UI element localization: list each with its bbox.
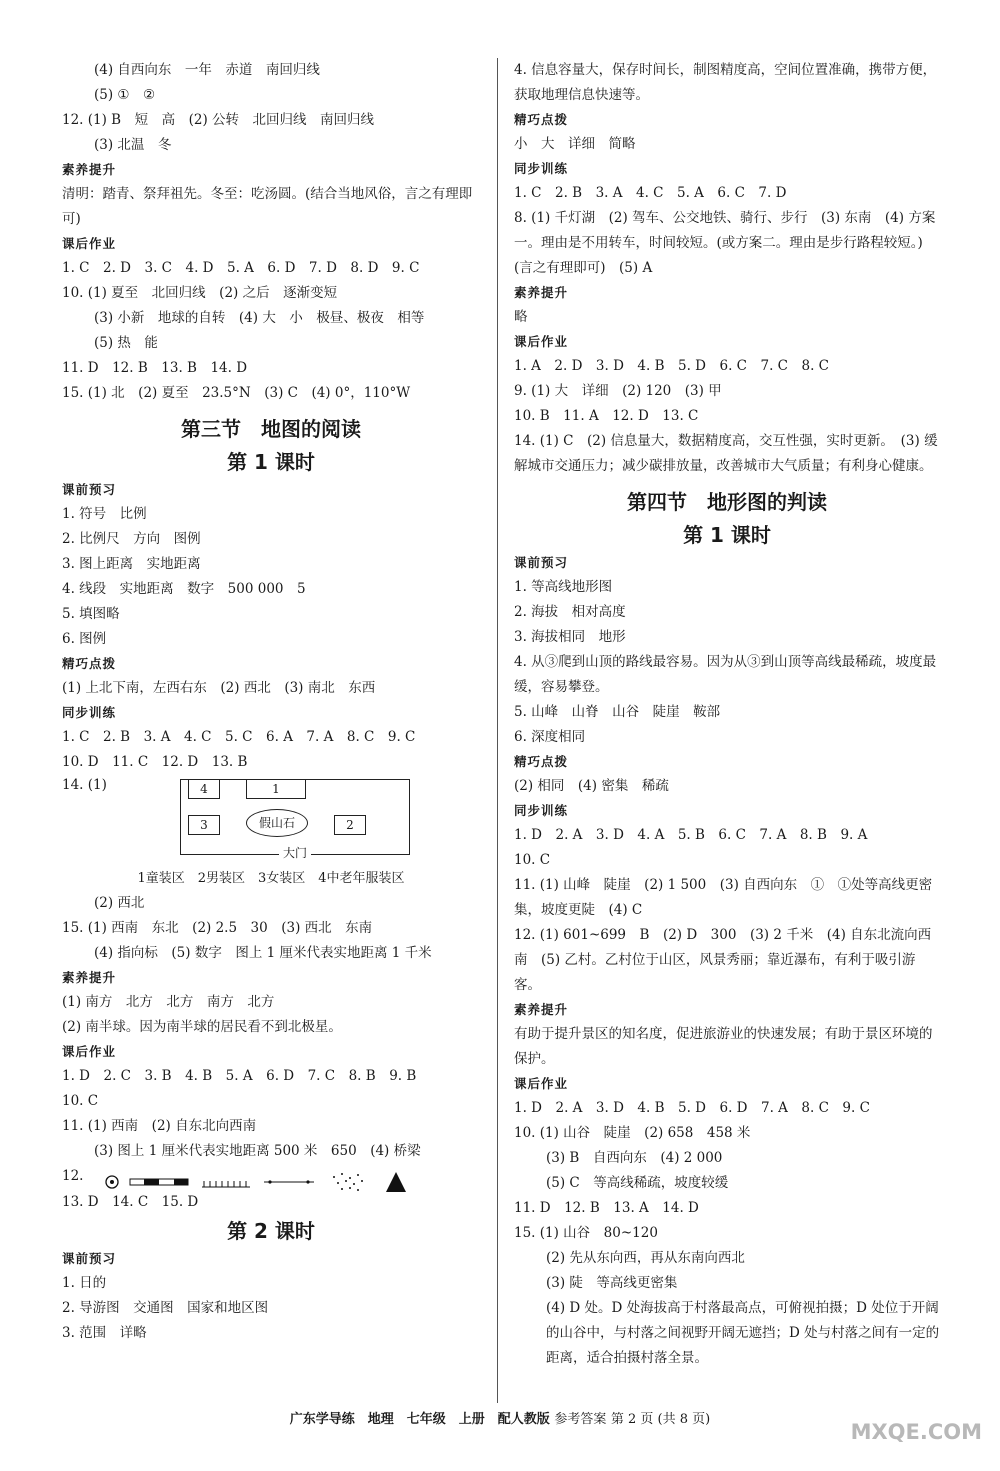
section-label: 课前预习	[62, 482, 117, 497]
column-divider	[497, 58, 498, 1403]
answer-line: 1. C 2. D 3. C 4. D 5. A 6. D 7. D 8. D 9. C	[62, 260, 420, 276]
section-title: 第四节 地形图的判读	[627, 490, 827, 514]
answer-line: 4. 线段 实地距离 数字 500 000 5	[62, 581, 306, 597]
question-number: 14. (1)	[62, 777, 107, 793]
map-symbols-row	[62, 1164, 480, 1190]
store-layout-diagram	[180, 779, 410, 859]
sand-symbol-icon	[333, 1173, 363, 1191]
section-label: 精巧点拨	[514, 754, 569, 769]
answer-line: 1. D 2. A 3. D 4. A 5. B 6. C 7. A 8. B 9. A	[514, 827, 868, 843]
answer-line: 15. (1) 山谷 80~120	[514, 1225, 658, 1241]
question-number: 12.	[62, 1168, 84, 1184]
section-label: 同步训练	[514, 161, 569, 176]
answer-line: (2) 南半球。因为南半球的居民看不到北极星。	[62, 1019, 342, 1035]
answer-line: (3) 陡 等高线更密集	[546, 1275, 678, 1291]
answer-line: (5) 热 能	[94, 335, 158, 351]
section-title: 第三节 地图的阅读	[181, 417, 361, 441]
answer-line: 1. D 2. A 3. D 4. B 5. D 6. D 7. A 8. C 9. C	[514, 1100, 870, 1116]
section-label: 课后作业	[62, 236, 117, 251]
footer-page: 第 2 页 (共 8 页)	[610, 1412, 711, 1427]
area-4: 4	[188, 779, 220, 799]
section-label: 课前预习	[514, 555, 569, 570]
area-1: 1	[246, 779, 306, 799]
section-label: 课后作业	[514, 1076, 569, 1091]
footer-answer: 参考答案	[554, 1412, 607, 1427]
answer-line: 11. (1) 西南 (2) 自东北向西南	[62, 1118, 257, 1134]
answer-line: (2) 先从东向西，再从东南向西北	[546, 1250, 745, 1266]
answer-line: 5. 山峰 山脊 山谷 陡崖 鞍部	[514, 704, 721, 720]
section-label: 素养提升	[514, 1002, 569, 1017]
answer-line: (5) ① ②	[94, 87, 156, 103]
answer-line: 10. (1) 山谷 陡崖 (2) 658 458 米	[514, 1125, 751, 1141]
section-label: 同步训练	[514, 803, 569, 818]
answer-line: (3) 图上 1 厘米代表实地距离 500 米 650 (4) 桥梁	[94, 1143, 421, 1159]
answer-line: (4) 自西向东 一年 赤道 南回归线	[94, 62, 320, 78]
answer-line: 1. A 2. D 3. D 4. B 5. D 6. C 7. C 8. C	[514, 358, 830, 374]
bridge-symbol-icon	[264, 1180, 314, 1183]
answer-line: 2. 比例尺 方向 图例	[62, 531, 201, 547]
answer-line: 3. 图上距离 实地距离	[62, 556, 201, 572]
answer-line: 1. C 2. B 3. A 4. C 5. C 6. A 7. A 8. C 9. C	[62, 729, 416, 745]
answer-line: 1. 等高线地形图	[514, 579, 613, 595]
answer-line: (4) D 处。D 处海拔高于村落最高点，可俯视拍摄；D 处位于开阔的山谷中，与村落之间视野开阔无遮挡；D 处与村落之间有一定的距离，适合拍摄村落全景。	[546, 1300, 940, 1366]
answer-line: 3. 范围 详略	[62, 1325, 147, 1341]
answer-line: (4) 指向标 (5) 数字 图上 1 厘米代表实地距离 1 千米	[94, 945, 432, 961]
answer-line: (3) B 自西向东 (4) 2 000	[546, 1150, 723, 1166]
answer-line: 2. 导游图 交通图 国家和地区图	[62, 1300, 269, 1316]
area-2: 2	[334, 815, 366, 835]
answer-line: (5) C 等高线稀疏，坡度较缓	[546, 1175, 729, 1191]
answer-line: 清明：踏青、祭拜祖先。冬至：吃汤圆。(结合当地风俗，言之有理即可)	[62, 186, 473, 227]
answer-line: 1. 符号 比例	[62, 506, 147, 522]
section-label: 素养提升	[62, 162, 117, 177]
section-label: 素养提升	[514, 285, 569, 300]
answer-line: 略	[514, 309, 528, 325]
map-symbols	[100, 1168, 430, 1198]
watermark: MXQE.COM	[850, 1420, 982, 1444]
answer-line: 1. 日的	[62, 1275, 107, 1291]
section-label: 课后作业	[514, 334, 569, 349]
answer-line: 有助于提升景区的知名度，促进旅游业的快速发展；有助于景区环境的保护。	[514, 1026, 933, 1067]
answer-line: 2. 海拔 相对高度	[514, 604, 626, 620]
section-label: 精巧点拨	[514, 112, 569, 127]
answer-line: 1. D 2. C 3. B 4. B 5. A 6. D 7. C 8. B 9. B	[62, 1068, 417, 1084]
answer-line: 15. (1) 北 (2) 夏至 23.5°N (3) C (4) 0°，110°W	[62, 385, 411, 401]
answer-line: (2) 相同 (4) 密集 稀疏	[514, 778, 669, 794]
section-label: 素养提升	[62, 970, 117, 985]
answer-line: (2) 西北	[94, 895, 145, 911]
area-3: 3	[188, 815, 220, 835]
left-column	[62, 58, 480, 1346]
store-layout-figure	[62, 779, 480, 863]
answer-line: 10. C	[62, 1093, 99, 1109]
railway-symbol-icon	[130, 1179, 188, 1185]
answer-line: 14. (1) C (2) 信息量大，数据精度高，交互性强，实时更新。 (3) 缓解城市交通压力；减少碳排放量，改善城市大气质量；有利身心健康。	[514, 433, 938, 474]
answer-line: 4. 信息容量大，保存时间长，制图精度高，空间位置准确，携带方便，获取地理信息快速等。	[514, 62, 937, 103]
answer-line: 10. (1) 夏至 北回归线 (2) 之后 逐渐变短	[62, 285, 338, 301]
section-label: 课前预习	[62, 1251, 117, 1266]
rockery: 假山石	[246, 809, 308, 837]
answer-line: 9. (1) 大 详细 (2) 120 (3) 甲	[514, 383, 722, 399]
figure-legend: 1童装区 2男装区 3女装区 4中老年服装区	[137, 871, 405, 886]
answer-line: (1) 上北下南，左西右东 (2) 西北 (3) 南北 东西	[62, 680, 376, 696]
answer-line: 11. D 12. B 13. A 14. D	[514, 1200, 699, 1216]
answer-line: 11. D 12. B 13. B 14. D	[62, 360, 248, 376]
lesson-title: 第 1 课时	[227, 450, 315, 474]
section-label: 同步训练	[62, 705, 117, 720]
lesson-title: 第 2 课时	[227, 1219, 315, 1243]
answer-line: (1) 南方 北方 北方 南方 北方	[62, 994, 275, 1010]
city-symbol-icon	[106, 1176, 118, 1188]
gate-label: 大门	[180, 845, 410, 861]
section-label: 课后作业	[62, 1044, 117, 1059]
lesson-title: 第 1 课时	[683, 523, 771, 547]
answer-line: 3. 海拔相同 地形	[514, 629, 626, 645]
answer-line: 5. 填图略	[62, 606, 120, 622]
answer-line: 10. D 11. C 12. D 13. B	[62, 754, 248, 770]
boundary-symbol-icon	[202, 1181, 250, 1187]
answer-line: 6. 深度相同	[514, 729, 586, 745]
answer-line: 12. (1) B 短 高 (2) 公转 北回归线 南回归线	[62, 112, 375, 128]
answer-line: (3) 北温 冬	[94, 137, 172, 153]
section-label: 精巧点拨	[62, 656, 117, 671]
answer-line: 15. (1) 西南 东北 (2) 2.5 30 (3) 西北 东南	[62, 920, 373, 936]
answer-line: 6. 图例	[62, 631, 107, 647]
right-column	[514, 58, 940, 1371]
answer-line: 13. D 14. C 15. D	[62, 1194, 199, 1210]
answer-line: 10. C	[514, 852, 551, 868]
answer-line: 8. (1) 千灯湖 (2) 驾车、公交地铁、骑行、步行 (3) 东南 (4) 方案一。理由是不用转车，时间较短。(或方案二。理由是步行路程较短。)(言之有理即可) (5) A	[514, 210, 936, 276]
answer-line: 1. C 2. B 3. A 4. C 5. A 6. C 7. D	[514, 185, 787, 201]
mountain-peak-icon	[386, 1172, 406, 1192]
answer-line: 12. (1) 601~699 B (2) D 300 (3) 2 千米 (4) 自东北流向西南 (5) 乙村。乙村位于山区，风景秀丽；靠近瀑布，有利于吸引游客。	[514, 927, 932, 993]
footer-book: 广东学导练 地理 七年级 上册 配人教版	[289, 1412, 550, 1427]
answer-line: 10. B 11. A 12. D 13. C	[514, 408, 699, 424]
answer-line: 4. 从③爬到山顶的路线最容易。因为从③到山顶等高线最稀疏，坡度最缓，容易攀登。	[514, 654, 937, 695]
answer-line: 11. (1) 山峰 陡崖 (2) 1 500 (3) 自西向东 ① ①处等高线更密集，坡度更陡 (4) C	[514, 877, 933, 918]
answer-line: 小 大 详细 简略	[514, 136, 636, 152]
answer-line: (3) 小新 地球的自转 (4) 大 小 极昼、极夜 相等	[94, 310, 425, 326]
